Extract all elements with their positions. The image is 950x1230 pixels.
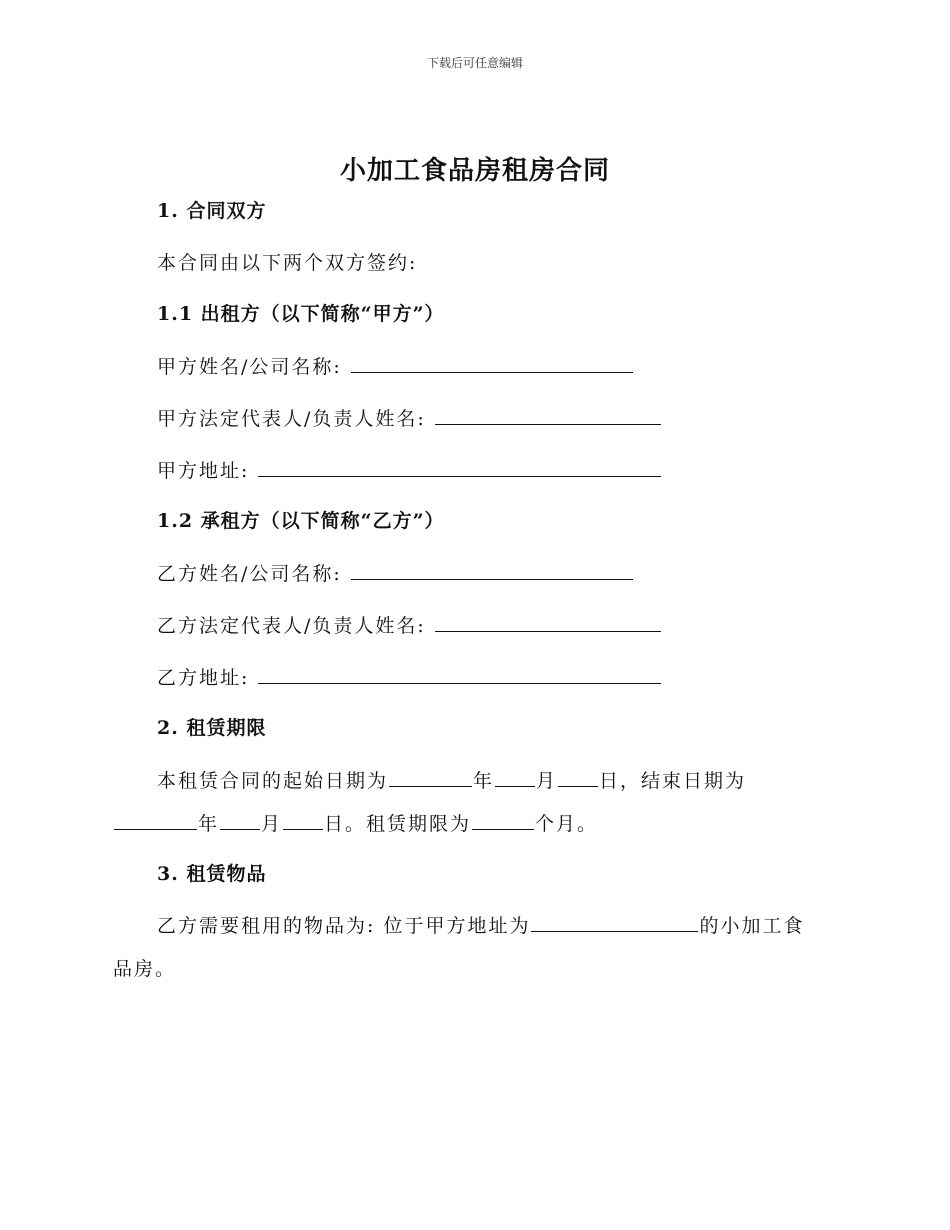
rental-address-blank[interactable] [531,913,698,932]
start-month-blank[interactable] [495,768,535,787]
lessor-name-label: 甲方姓名/公司名称: [157,356,342,378]
end-month-unit: 月 [261,813,283,835]
rental-text-1: 乙方需要租用的物品为: 位于甲方地址为 [157,915,531,937]
start-day-blank[interactable] [558,768,598,787]
end-date-text: 日，结束日期为 [599,770,747,792]
section-3-heading: 3. 租赁物品 [157,863,267,885]
end-year-unit: 年 [198,813,220,835]
end-day-blank[interactable] [283,811,323,830]
start-year-blank[interactable] [389,768,472,787]
start-year-unit: 年 [473,770,495,792]
lessee-rep-row [157,613,662,638]
lessee-heading: 1.2 承租方（以下简称“乙方”） [157,510,445,532]
rental-line-1 [157,913,804,938]
lessor-addr-row [157,458,662,483]
end-month-blank[interactable] [220,811,260,830]
lessor-name-blank[interactable] [351,354,633,373]
lessee-name-blank[interactable] [351,561,633,580]
lessee-addr-row [157,665,662,690]
end-year-blank[interactable] [114,811,197,830]
lessor-rep-blank[interactable] [435,406,661,425]
term-months-tail: 个月。 [535,813,599,835]
rental-line-2: 品房。 [113,958,177,980]
lessor-addr-blank[interactable] [258,458,661,477]
lessor-heading: 1.1 出租方（以下简称“甲方”） [157,303,445,325]
lessor-addr-label: 甲方地址: [157,460,250,482]
rental-text-2: 的小加工食 [699,915,805,937]
lessee-addr-label: 乙方地址: [157,667,250,689]
lessee-rep-blank[interactable] [435,613,661,632]
start-month-unit: 月 [536,770,558,792]
term-line-1 [157,768,746,793]
lessee-name-label: 乙方姓名/公司名称: [157,563,342,585]
lessor-rep-label: 甲方法定代表人/负责人姓名: [157,408,426,430]
term-start-text: 本租赁合同的起始日期为 [157,770,389,792]
lessee-rep-label: 乙方法定代表人/负责人姓名: [157,615,426,637]
lessor-rep-row [157,406,662,431]
lessor-name-row [157,354,634,379]
term-line-2 [113,811,598,836]
lessee-name-row [157,561,634,586]
section-1-intro: 本合同由以下两个双方签约: [157,252,418,274]
contract-title: 小加工食品房租房合同 [339,156,610,186]
section-2-heading: 2. 租赁期限 [157,717,267,739]
term-months-blank[interactable] [472,811,534,830]
header-note: 下载后可任意编辑 [426,56,523,70]
section-1-heading: 1. 合同双方 [157,200,267,222]
term-period-text: 日。租赁期限为 [324,813,472,835]
lessee-addr-blank[interactable] [258,665,661,684]
